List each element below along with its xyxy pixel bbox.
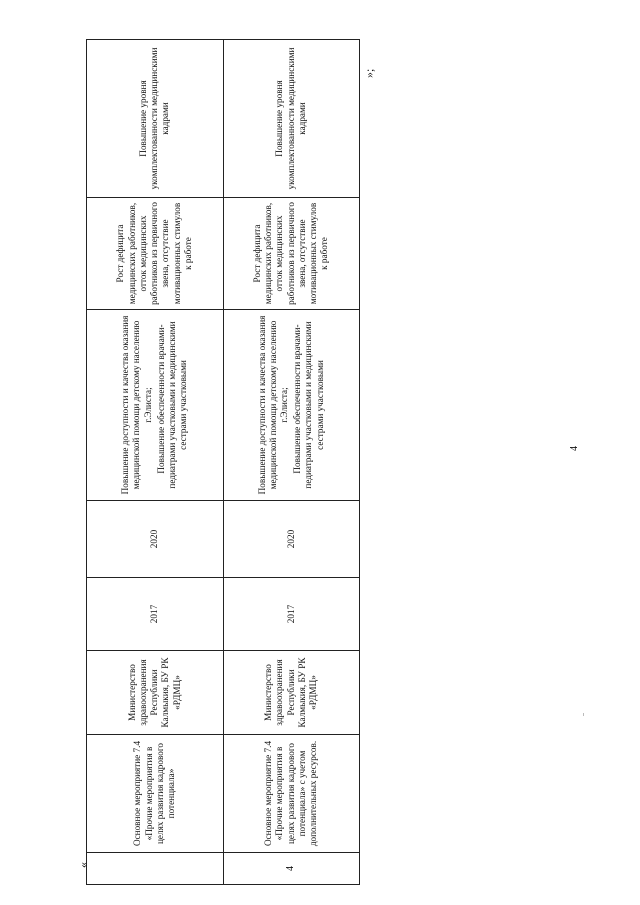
table-row	[223, 40, 360, 885]
rotated-table-page	[86, 40, 360, 885]
row-number: 4	[223, 853, 360, 885]
event-cell: Основное мероприятие 7.4 «Прочие мероприятия в целях развития кадрового потенциала» с учетом дополнительных ресурсов.	[223, 735, 360, 853]
result-paragraph: Повышение обеспеченности врачами-педиатрами участковыми и медицинскими сестрами участковыми	[292, 321, 325, 489]
opening-quote: «	[76, 862, 90, 868]
risk-cell: Рост дефицита медицинских работников, отток медицинских работников из первичного звена, отсутствие мотивационных стимулов к работе	[223, 198, 360, 310]
executor-cell: Министерство здравоохранения Республики Калмыкия, БУ РК «РДМЦ»	[223, 651, 360, 735]
result-paragraph: Повышение доступности и качества оказания медицинской помощи детскому населению г.Элиста;	[256, 315, 290, 495]
result-paragraph: Повышение обеспеченности врачами-педиатрами участковыми и медицинскими сестрами участковыми	[155, 321, 189, 489]
goal-cell: Повышение уровня укомплектованности медицинскими кадрами	[87, 40, 224, 198]
scan-mark	[583, 713, 584, 716]
end-year-cell: 2020	[223, 501, 360, 578]
event-cell: Основное мероприятие 7.4 «Прочие мероприятия в целях развития кадрового потенциала»	[87, 735, 224, 853]
start-year-cell: 2017	[87, 578, 224, 651]
expected-result-cell	[87, 310, 224, 501]
row-number	[87, 853, 224, 885]
start-year-cell: 2017	[223, 578, 360, 651]
page-number: 4	[569, 446, 580, 451]
risk-cell: Рост дефицита медицинских работников, отток медицинских работников из первичного звена, отсутствие мотивационных стимулов к работе	[87, 198, 224, 310]
closing-quote: »;	[362, 68, 376, 78]
end-year-cell: 2020	[87, 501, 224, 578]
activities-table	[86, 39, 360, 885]
goal-cell: Повышение уровня укомплектованности медицинскими кадрами	[223, 40, 360, 198]
table-row	[87, 40, 224, 885]
expected-result-cell	[223, 310, 360, 501]
executor-cell: Министерство здравоохранения Республики Калмыкия, БУ РК «РДМЦ»	[87, 651, 224, 735]
result-paragraph: Повышение доступности и качества оказания медицинской помощи детскому населению г.Элиста;	[120, 315, 153, 495]
